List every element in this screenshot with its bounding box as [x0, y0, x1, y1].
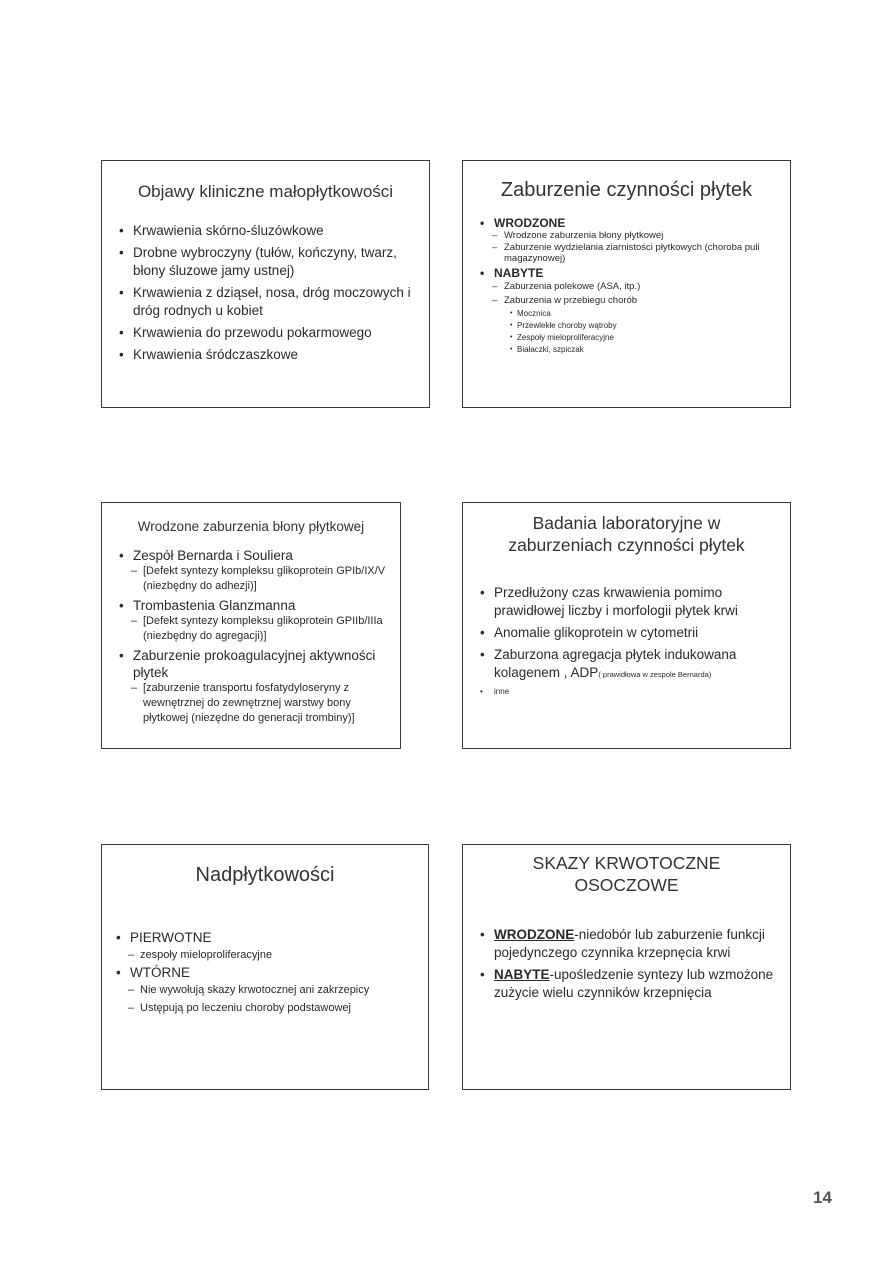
slide-lab-tests	[462, 502, 791, 749]
slide-title: Zaburzenie czynności płytek	[500, 179, 753, 201]
slide-title: Objawy kliniczne małopłytkowości	[137, 182, 394, 201]
congenital-heading: • WRODZONE	[480, 216, 782, 230]
list-item: • Przedłużony czas krwawienia pomimo prawidłowej liczby i morfologii płytek krwi	[480, 584, 780, 620]
list-item	[480, 926, 780, 962]
list-item	[480, 646, 780, 684]
list-item-note: ( prawidłowa w zespole Bernarda)	[598, 670, 712, 679]
slide-title: Wrodzone zaburzenia błony płytkowej	[137, 519, 365, 534]
slide-congenital-membrane-disorders	[101, 502, 401, 749]
symptom-list	[119, 222, 419, 364]
list-item: • inne	[480, 686, 780, 698]
secondary-heading: • WTÓRNE	[116, 964, 420, 982]
primary-heading: • PIERWOTNE	[116, 929, 420, 947]
slide-title: SKAZY KRWOTOCZNE OSOCZOWE	[532, 853, 721, 895]
list-item: – Zaburzenia w przebiegu chorób	[480, 294, 782, 308]
disorder-list	[119, 547, 392, 726]
acquired-term: NABYTE	[494, 967, 550, 982]
list-item: • Białaczki, szpiczak	[480, 344, 782, 356]
list-item: • Zespół Bernarda i Souliera	[119, 547, 392, 564]
list-item: • Zespoły mieloproliferacyjne	[480, 332, 782, 344]
slide-title: Nadpłytkowości	[195, 864, 335, 886]
list-sub-item: – Ustępują po leczeniu choroby podstawowej	[116, 1000, 420, 1016]
list-item: – Zaburzenie wydzielania ziarnistości płytkowych (choroba puli magazynowej)	[480, 242, 782, 264]
list-item: • Przewlekłe choroby wątroby	[480, 320, 782, 332]
lab-test-list	[480, 584, 780, 698]
congenital-term: WRODZONE	[494, 927, 575, 942]
slide-platelet-dysfunction	[462, 160, 791, 408]
list-item: – Wrodzone zaburzenia błony płytkowej	[480, 230, 782, 242]
list-sub-item: – zespoły mieloproliferacyjne	[116, 947, 420, 964]
plasma-disorder-list	[480, 926, 780, 1002]
list-item: • Anomalie glikoprotein w cytometrii	[480, 624, 780, 642]
list-item: • Krwawienia skórno-śluzówkowe	[119, 222, 419, 240]
page-number: 14	[813, 1188, 832, 1207]
list-item-text: -niedobór lub zaburzenie funkcji pojedynczego czynnika krzepnęcia krwi	[494, 927, 765, 960]
slide-plasma-bleeding-disorders	[462, 844, 791, 1090]
list-item: • Krwawienia z dziąseł, nosa, dróg moczowych i dróg rodnych u kobiet	[119, 284, 419, 320]
list-sub-item: – [zaburzenie transportu fosfatydyloseryny z wewnętrznej do zewnętrznej warstwy bony płytkowej (niezędne do generacji trombiny)]	[119, 681, 392, 726]
slide-title: Badania laboratoryjne w zaburzeniach czynności płytek	[508, 513, 745, 555]
list-item-text: Zaburzona agregacja płytek indukowana kolagenem , ADP	[494, 647, 737, 680]
list-item: • Trombastenia Glanzmanna	[119, 597, 392, 614]
dysfunction-list	[480, 216, 782, 356]
list-item: • Mocznica	[480, 308, 782, 320]
list-sub-item: – [Defekt syntezy kompleksu glikoprotein GPIb/IX/V (niezbędny do adhezji)]	[119, 564, 392, 594]
list-sub-item: – [Defekt syntezy kompleksu glikoprotein GPIIb/IIIa (niezbędny do agregacji)]	[119, 614, 392, 644]
thrombocytosis-list	[116, 929, 420, 1016]
slide-clinical-symptoms	[101, 160, 430, 408]
list-item	[480, 966, 780, 1002]
slide-thrombocytosis	[101, 844, 429, 1090]
list-item: • Krwawienia śródczaszkowe	[119, 346, 419, 364]
list-item-text: -upośledzenie syntezy lub wzmożone zużycie wielu czynników krzepnięcia	[494, 967, 774, 1000]
acquired-heading: • NABYTE	[480, 266, 782, 280]
list-item: • Krwawienia do przewodu pokarmowego	[119, 324, 419, 342]
list-sub-item: – Nie wywołują skazy krwotocznej ani zakrzepicy	[116, 982, 420, 998]
list-item: • Drobne wybroczyny (tułów, kończyny, twarz, błony śluzowe jamy ustnej)	[119, 244, 419, 280]
list-item: • Zaburzenie prokoagulacyjnej aktywności płytek	[119, 647, 392, 681]
list-item: – Zaburzenia polekowe (ASA, itp.)	[480, 280, 782, 294]
